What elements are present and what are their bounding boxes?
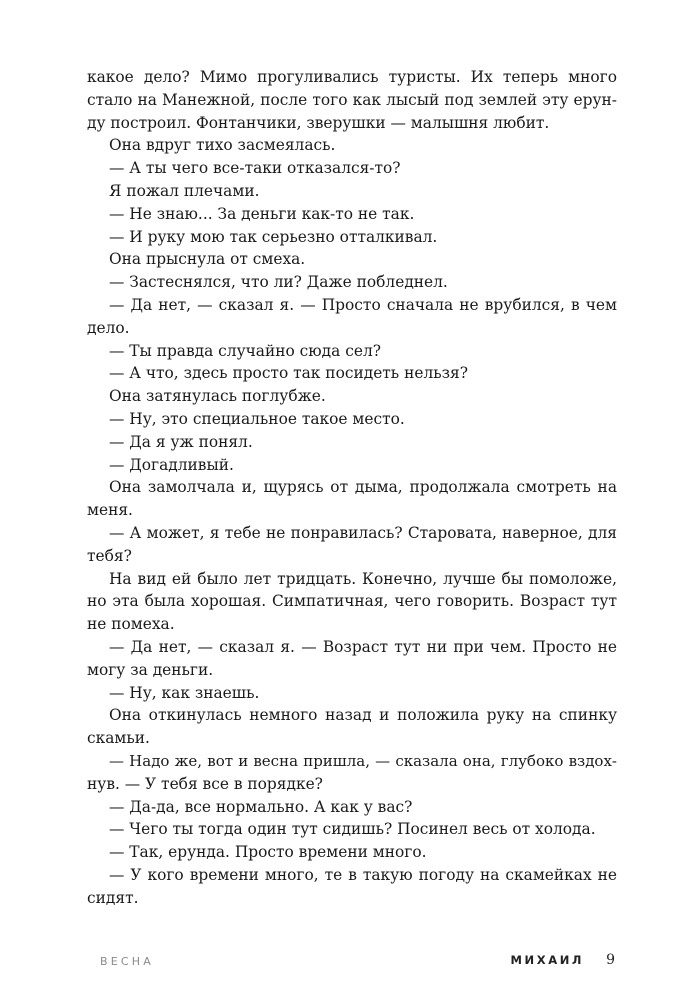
page-number: 9	[606, 952, 615, 968]
text-line: — Да нет, — сказал я. — Возраст тут ни при чем. Просто не	[109, 637, 617, 656]
text-line: Я пожал плечами.	[109, 181, 260, 200]
running-footer-author: МИХАИЛ	[510, 953, 585, 967]
text-line: — Да-да, все нормально. А как у вас?	[109, 797, 413, 816]
text-line: — А что, здесь просто так посидеть нельзя?	[109, 364, 468, 383]
text-line: какое дело? Мимо прогуливались туристы. Их теперь много	[87, 68, 617, 86]
text-line: не помеха.	[87, 615, 175, 634]
text-line: — И руку мою так серьезно отталкивал.	[109, 227, 438, 246]
text-line: — Не знаю... За деньги как-то не так.	[109, 204, 415, 223]
text-line: дело.	[87, 318, 130, 337]
text-line: сидят.	[87, 888, 139, 907]
text-line: — Так, ерунда. Просто времени много.	[109, 843, 427, 862]
text-line: но эта была хорошая. Симпатичная, чего говорить. Возраст тут	[87, 592, 617, 611]
text-line: — А может, я тебе не понравилась? Старовата, наверное, для	[109, 523, 617, 542]
text-line: Она откинулась немного назад и положила руку на спинку	[109, 706, 617, 725]
text-line: — У кого времени много, те в такую погоду на скамейках не	[109, 865, 617, 884]
running-footer-right	[510, 952, 615, 968]
text-line: скамьи.	[87, 729, 150, 748]
page-body-text	[87, 66, 617, 909]
text-line: — Застеснялся, что ли? Даже побледнел.	[109, 273, 448, 292]
text-line: — Чего ты тогда один тут сидишь? Посинел весь от холода.	[109, 820, 596, 839]
text-line: нув. — У тебя все в порядке?	[87, 774, 323, 793]
text-line: Она вдруг тихо засмеялась.	[109, 136, 336, 155]
text-line: могу за деньги.	[87, 660, 214, 679]
text-line: Она замолчала и, щурясь от дыма, продолжала смотреть на	[109, 478, 617, 497]
text-line: стало на Манежной, после того как лысый под землей эту ерун-	[87, 90, 617, 109]
text-line: тебя?	[87, 546, 132, 565]
text-line: — Догадливый.	[109, 455, 234, 474]
text-line: — Ты правда случайно сюда сел?	[109, 341, 381, 360]
text-line: меня.	[87, 501, 133, 520]
text-line: — Ну, как знаешь.	[109, 683, 260, 702]
text-line: ду построил. Фонтанчики, зверушки — малышня любит.	[87, 113, 550, 132]
text-line: — Да нет, — сказал я. — Просто сначала не врубился, в чем	[109, 295, 617, 314]
text-line: Она затянулась поглубже.	[109, 387, 326, 406]
text-line: — Да я уж понял.	[109, 432, 253, 451]
running-footer-section-title: ВЕСНА	[100, 955, 154, 968]
text-line: — Надо же, вот и весна пришла, — сказала она, глубоко вздох-	[109, 751, 617, 770]
text-line: Она прыснула от смеха.	[109, 250, 306, 269]
text-line: — Ну, это специальное такое место.	[109, 409, 405, 428]
text-line: — А ты чего все-таки отказался-то?	[109, 159, 401, 178]
text-line: На вид ей было лет тридцать. Конечно, лучше бы помоложе,	[109, 569, 617, 588]
